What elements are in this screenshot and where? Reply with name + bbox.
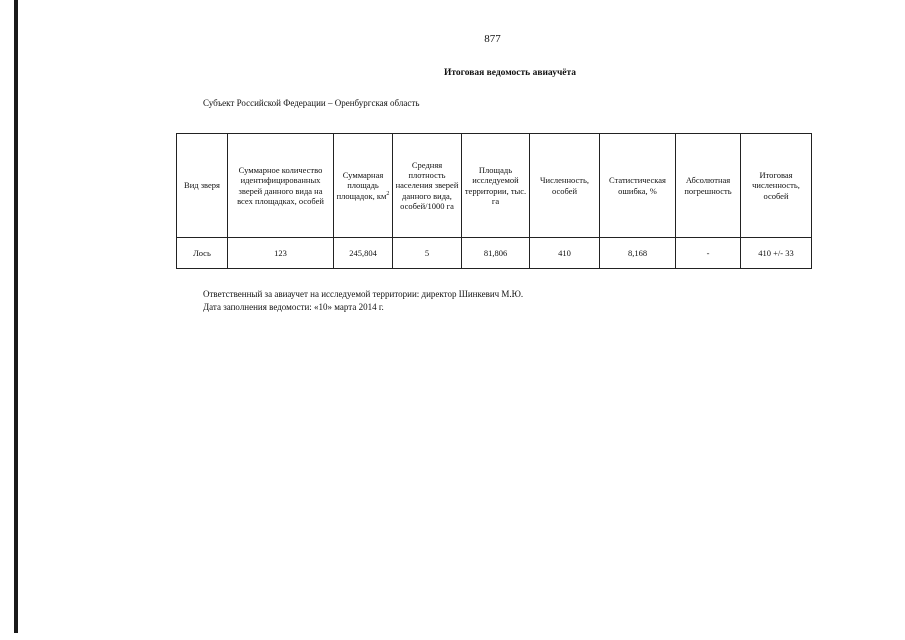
cell-abs-error: - xyxy=(676,238,741,269)
header-total-area xyxy=(334,134,393,238)
cell-density: 5 xyxy=(393,238,462,269)
table-header-row xyxy=(177,134,812,238)
page-number: 877 xyxy=(484,33,501,45)
header-species: Вид зверя xyxy=(177,134,228,238)
census-table xyxy=(176,133,812,269)
cell-territory-area: 81,806 xyxy=(462,238,530,269)
header-density: Средняя плотность населения зверей данного вида, особей/1000 га xyxy=(393,134,462,238)
area-unit-superscript: 2 xyxy=(386,190,390,197)
header-territory-area: Площадь исследуемой территории, тыс. га xyxy=(462,134,530,238)
header-population: Численность, особей xyxy=(530,134,600,238)
binding-bar xyxy=(14,0,18,633)
cell-species: Лось xyxy=(177,238,228,269)
cell-total-count: 123 xyxy=(228,238,334,269)
header-stat-error: Статистическая ошибка, % xyxy=(600,134,676,238)
header-abs-error: Абсолютная погрешность xyxy=(676,134,741,238)
cell-population: 410 xyxy=(530,238,600,269)
subject-line: Субъект Российской Федерации – Оренбургская область xyxy=(203,98,420,108)
header-total-area-text: Суммарная площадь площадок, км xyxy=(336,170,387,201)
responsible-person-line: Ответственный за авиаучет на исследуемой территории: директор Шинкевич М.Ю. xyxy=(203,289,524,299)
cell-stat-error: 8,168 xyxy=(600,238,676,269)
document-title: Итоговая ведомость авиаучёта xyxy=(443,68,577,78)
cell-total-area: 245,804 xyxy=(334,238,393,269)
footer-block xyxy=(203,288,523,313)
fill-date-line: Дата заполнения ведомости: «10» марта 2014 г. xyxy=(203,301,384,312)
header-total-count: Суммарное количество идентифицированных зверей данного вида на всех площадках, особей xyxy=(228,134,334,238)
header-final-count: Итоговая численность, особей xyxy=(741,134,812,238)
table-row xyxy=(177,238,812,269)
cell-final-count: 410 +/- 33 xyxy=(741,238,812,269)
